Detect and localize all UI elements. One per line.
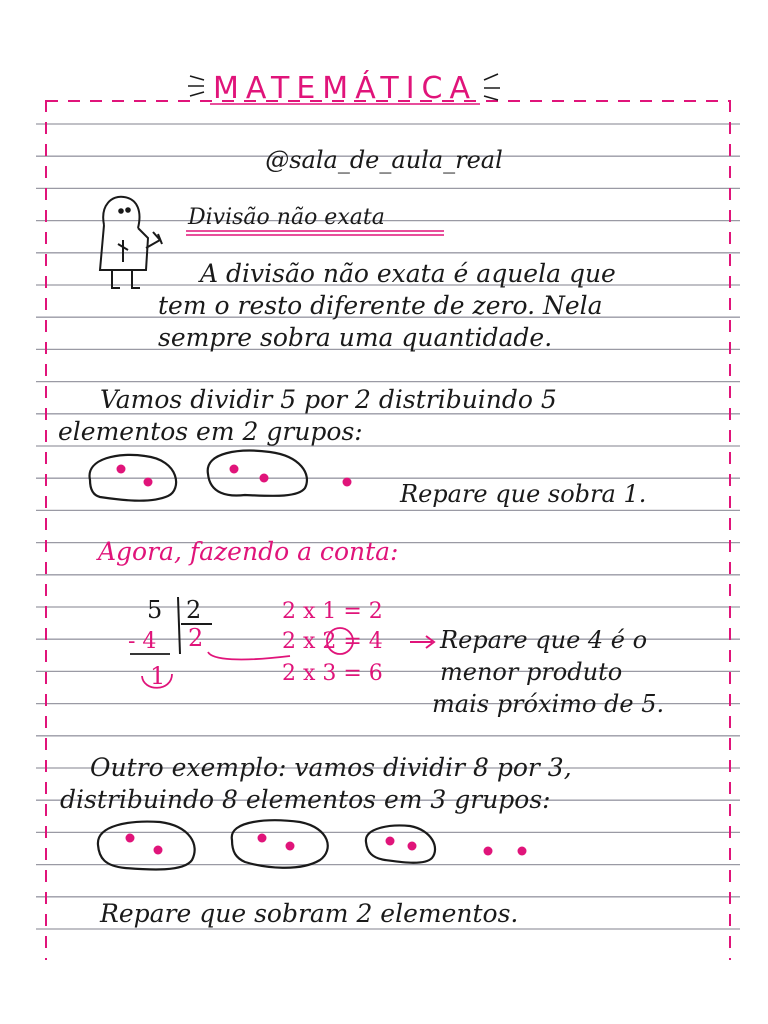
intro-line-2: tem o resto diferente de zero. Nela xyxy=(158,291,603,320)
example2-line-1: Outro exemplo: vamos dividir 8 por 3, xyxy=(90,753,572,782)
product-line-3: 2 x 3 = 6 xyxy=(282,661,383,686)
quotient: 2 xyxy=(188,624,204,652)
element-dot xyxy=(408,842,417,851)
example2-line-2: distribuindo 8 elementos em 3 grupos: xyxy=(60,785,551,814)
group-blob xyxy=(232,820,328,867)
divisor: 2 xyxy=(186,596,202,624)
group-diagram-2 xyxy=(98,820,527,869)
title-sparks-left xyxy=(188,76,204,96)
long-division xyxy=(128,596,290,690)
product-line-2: 2 x 2 = 4 xyxy=(282,629,383,654)
page-title: MATEMÁTICA xyxy=(212,71,478,106)
element-dot xyxy=(230,465,239,474)
remark-1: Repare que sobra 1. xyxy=(400,480,647,508)
arrow-right-icon xyxy=(410,636,434,648)
remainder: 1 xyxy=(150,662,166,690)
remainder-dot xyxy=(484,847,493,856)
element-dot xyxy=(126,834,135,843)
dividend: 5 xyxy=(147,596,163,624)
group-blob xyxy=(98,822,195,870)
remainder-dot xyxy=(343,478,352,487)
author-handle: @sala_de_aula_real xyxy=(265,146,503,174)
group-diagram-1 xyxy=(90,451,352,501)
intro-line-3: sempre sobra uma quantidade. xyxy=(158,323,553,352)
example1-line-2: elementos em 2 grupos: xyxy=(58,417,363,446)
intro-line-1: A divisão não exata é aquela que xyxy=(200,259,616,288)
element-dot xyxy=(258,834,267,843)
remark2-line-1: Repare que 4 é o xyxy=(440,626,648,654)
product-line-1: 2 x 1 = 2 xyxy=(282,599,383,624)
element-dot xyxy=(286,842,295,851)
subtraction: - 4 xyxy=(128,629,157,654)
title-sparks-right xyxy=(484,74,500,100)
remark2-line-2: menor produto xyxy=(440,658,623,686)
example1-line-1: Vamos dividir 5 por 2 distribuindo 5 xyxy=(100,385,557,414)
element-dot xyxy=(144,478,153,487)
section-subtitle: Divisão não exata xyxy=(188,205,385,230)
division-bar-vertical xyxy=(178,597,180,654)
group-blob xyxy=(208,451,307,496)
remark-3: Repare que sobram 2 elementos. xyxy=(100,899,519,928)
element-dot xyxy=(154,846,163,855)
element-dot xyxy=(260,474,269,483)
element-dot xyxy=(386,837,395,846)
quotient-link xyxy=(208,652,290,659)
remark2-line-3: mais próximo de 5. xyxy=(432,690,665,718)
stick-figure-icon xyxy=(100,197,162,288)
remainder-dot xyxy=(518,847,527,856)
element-dot xyxy=(117,465,126,474)
now-calc-heading: Agora, fazendo a conta: xyxy=(98,537,399,566)
group-blob xyxy=(366,826,435,863)
